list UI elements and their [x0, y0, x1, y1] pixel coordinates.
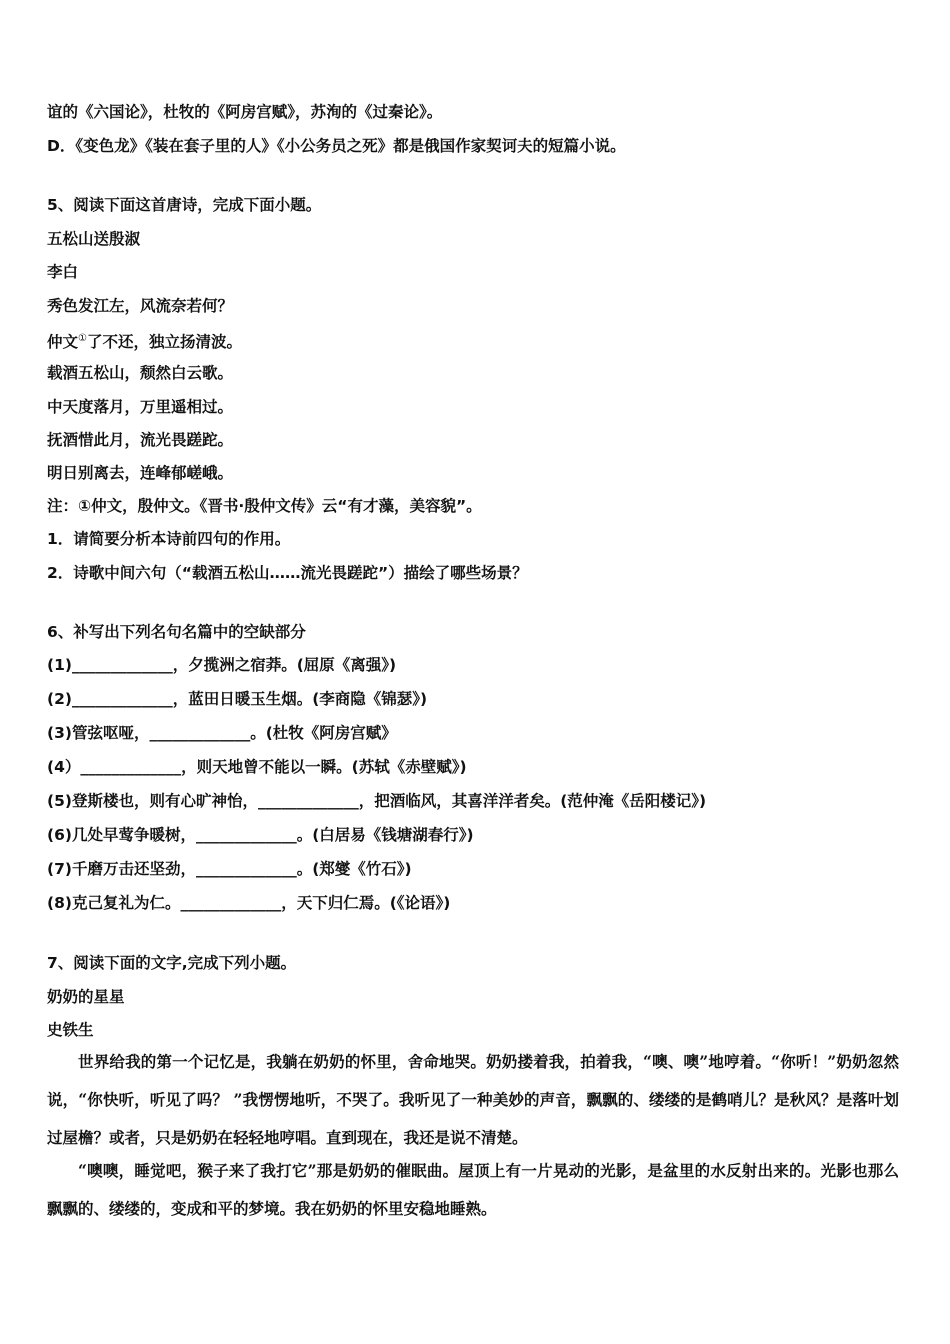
poem-title: 五松山送殷淑 [47, 229, 141, 248]
story-paragraph: 世界给我的第一个记忆是，我躺在奶奶的怀里，舍命地哭。奶奶搂着我，拍着我，“噢、噢”地哼着。“你听！”奶奶忽然说，“你快听，听见了吗？ ”我愣愣地听，不哭了。我听见了一种美妙的声音，飘飘的、缕缕的是鹤哨儿？是秋风？是落叶划过屋檐？或者，只是奶奶在轻轻地哼唱。直到现在，我还是说不清楚。 [47, 1052, 899, 1147]
poem-author: 李白 [47, 262, 79, 281]
subquestion-2: 2．诗歌中间六句（“载酒五松山……流光畏蹉跎”）描绘了哪些场景？ [47, 564, 528, 582]
fill-blank-item: (8)克己复礼为仁。_____________，天下归仁焉。(《论语》) [47, 894, 451, 912]
subquestion-1: 1．请简要分析本诗前四句的作用。 [47, 530, 291, 548]
question-7-heading: 7、阅读下面的文字,完成下列小题。 [47, 954, 297, 972]
fill-blank-item: (4）_____________，则天地曾不能以一瞬。(苏轼《赤壁赋》) [47, 758, 467, 776]
question-6-heading: 6、补写出下列名句名篇中的空缺部分 [47, 623, 306, 641]
poem-line: 中天度落月，万里遥相过。 [47, 397, 234, 416]
fill-blank-item: (1)_____________，夕揽洲之宿莽。(屈原《离强》) [47, 656, 397, 674]
poem-line: 抚酒惜此月，流光畏蹉跎。 [47, 430, 234, 449]
option-d-line: D．《变色龙》《装在套子里的人》《小公务员之死》都是俄国作家契诃夫的短篇小说。 [47, 137, 626, 155]
fill-blank-item: (7)千磨万击还坚劲，_____________。(郑燮《竹石》) [47, 860, 412, 878]
fill-blank-item: (3)管弦呕哑，_____________。(杜牧《阿房宫赋》 [47, 724, 397, 742]
story-title: 奶奶的星星 [47, 987, 125, 1006]
story-author: 史铁生 [47, 1020, 94, 1039]
fill-blank-item: (6)几处早莺争暖树，_____________。(白居易《钱塘湖春行》) [47, 826, 474, 844]
poem-note: 注：①仲文，殷仲文。《晋书·殷仲文传》云“有才藻，美容貌”。 [47, 497, 482, 515]
fill-blank-item: (5)登斯楼也，则有心旷神怡，_____________，把酒临风，其喜洋洋者矣。(范仲淹《岳阳楼记》) [47, 792, 707, 810]
poem-line: 明日别离去，连峰郁嵯峨。 [47, 463, 234, 482]
poem-line-part: 仲文 [47, 332, 79, 352]
text-line: 谊的《六国论》，杜牧的《阿房宫赋》，苏洵的《过秦论》。 [47, 103, 443, 121]
poem-line [47, 329, 242, 352]
fill-blank-item: (2)_____________，蓝田日暖玉生烟。(李商隐《锦瑟》) [47, 690, 428, 708]
poem-line: 载酒五松山，颓然白云歌。 [47, 363, 234, 382]
poem-line-part: 了不还，独立扬清波。 [86, 332, 242, 352]
poem-line: 秀色发江左，风流奈若何？ [47, 296, 234, 315]
story-paragraph: “噢噢，睡觉吧，猴子来了我打它”那是奶奶的催眠曲。屋顶上有一片晃动的光影，是盆里的水反射出来的。光影也那么飘飘的、缕缕的，变成和平的梦境。我在奶奶的怀里安稳地睡熟。 [47, 1161, 899, 1218]
question-5-heading: 5、阅读下面这首唐诗，完成下面小题。 [47, 196, 322, 214]
footnote-marker: ① [78, 333, 87, 344]
